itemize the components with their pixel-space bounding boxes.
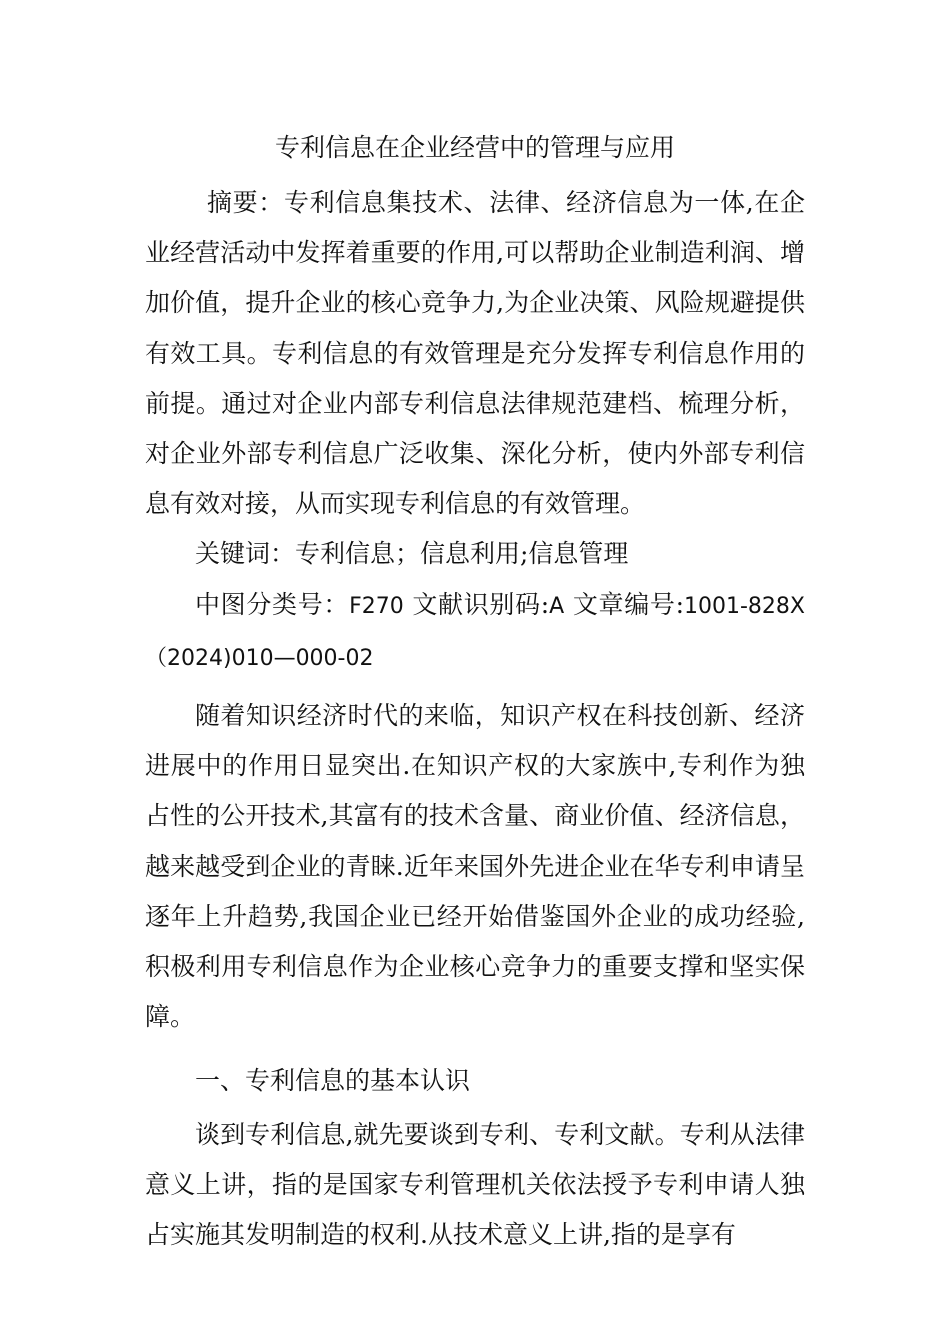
article-no-value: 1001-828X（2024)010—000-02: [145, 593, 805, 671]
classification-code: F270: [349, 593, 404, 619]
abstract-paragraph: 摘要：专利信息集技术、法律、经济信息为一体,在企业经营活动中发挥着重要的作用,可以帮助企业制造利润、增加价值，提升企业的核心竞争力,为企业决策、风险规避提供有效工具。专利信息的有效管理是充分发挥专利信息作用的前提。通过对企业内部专利信息法律规范建档、梳理分析，对企业外部专利信息广泛收集、深化分析，使内外部专利信息有效对接，从而实现专利信息的有效管理。: [145, 188, 805, 519]
keywords-line: 关键词：专利信息；信息利用;信息管理: [195, 539, 629, 569]
article-no-label: 文章编号:: [564, 589, 684, 619]
intro-paragraph: 随着知识经济时代的来临，知识产权在科技创新、经济进展中的作用日显突出.在知识产权的大家族中,专利作为独占性的公开技术,其富有的技术含量、商业价值、经济信息，越来越受到企业的青睐.近年来国外先进企业在华专利申请呈逐年上升趋势,我国企业已经开始借鉴国外企业的成功经验,积极利用专利信息作为企业核心竞争力的重要支撑和坚实保障。: [145, 701, 805, 1032]
section-1-paragraph: 谈到专利信息,就先要谈到专利、专利文献。专利从法律意义上讲，指的是国家专利管理机关依法授予专利申请人独占实施其发明制造的权利.从技术意义上讲,指的是享有: [145, 1119, 805, 1250]
document-title: 专利信息在企业经营中的管理与应用: [274, 133, 675, 162]
classification-line: [145, 580, 805, 684]
classification-label: 中图分类号：: [195, 589, 350, 619]
doc-id-value: A: [549, 593, 565, 619]
section-1-heading: 一、专利信息的基本认识: [195, 1066, 471, 1096]
document-body: [145, 118, 805, 1260]
doc-id-label: 文献识别码:: [403, 589, 550, 619]
